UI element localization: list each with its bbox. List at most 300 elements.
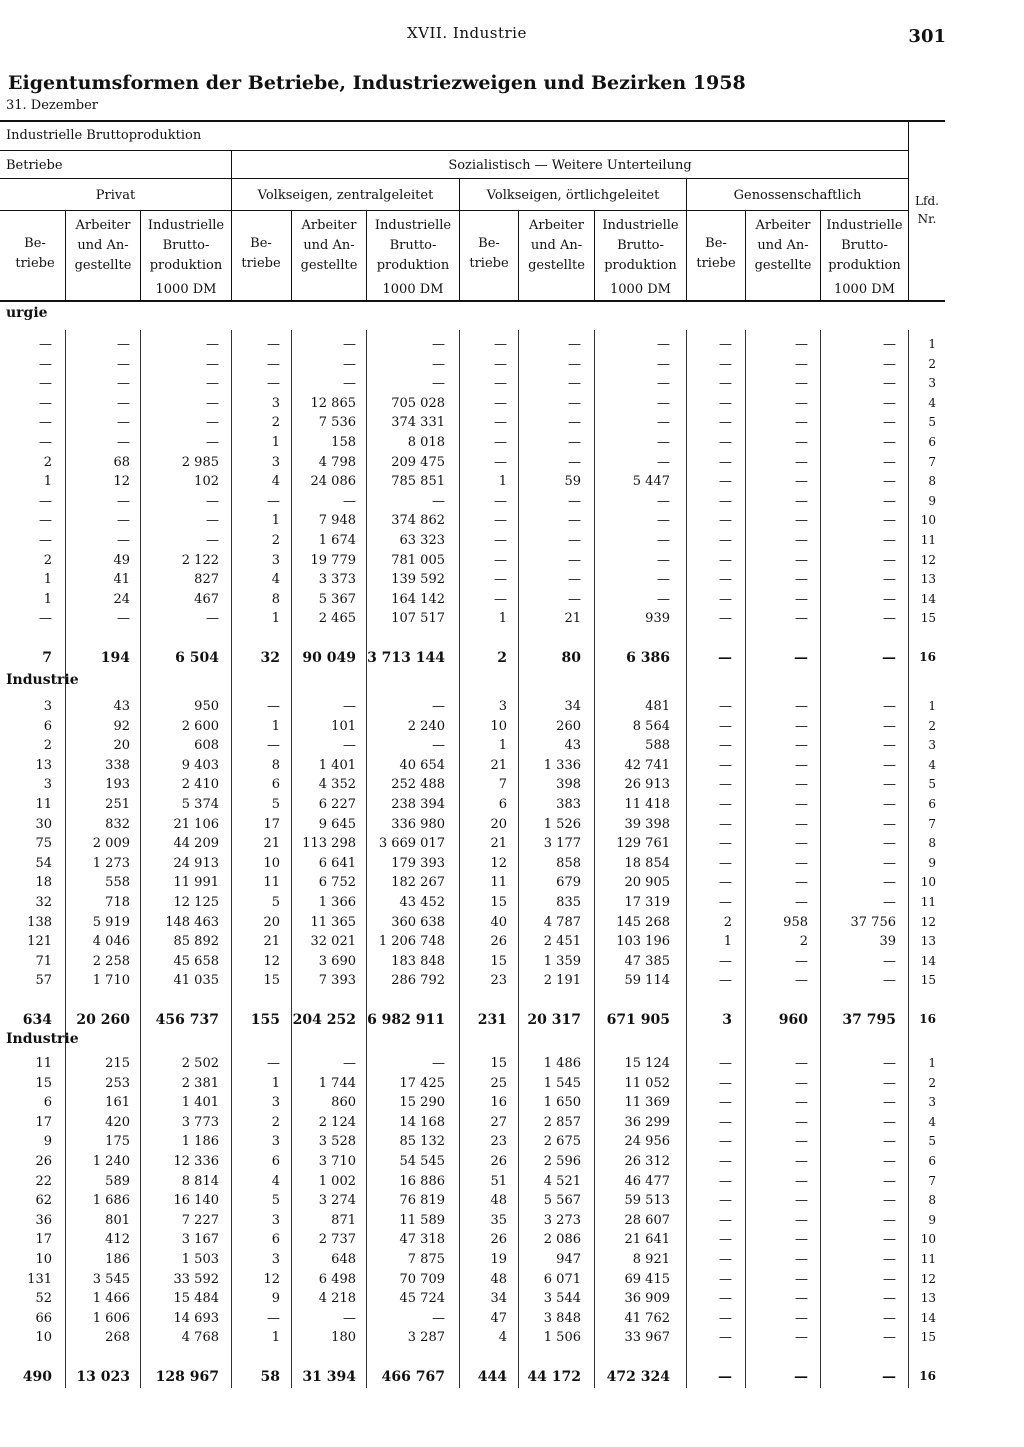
table-cell: 360 638 (391, 915, 445, 930)
table-cell: 66 (35, 1311, 52, 1326)
table-cell: 1 (498, 611, 507, 626)
table-cell: 2 009 (92, 836, 130, 851)
table-cell: 950 (194, 699, 219, 714)
table-cell: — (719, 1193, 732, 1208)
table-cell: 2 (271, 533, 280, 548)
table-cell: — (795, 533, 808, 548)
table-cell: — (568, 553, 581, 568)
table-cell: — (795, 1154, 808, 1169)
table-cell: 4 046 (92, 934, 130, 949)
table-cell: 15 124 (624, 1056, 670, 1071)
table-cell: — (206, 396, 219, 411)
table-cell: — (657, 533, 670, 548)
table-cell: — (794, 650, 808, 666)
table-cell: 412 (105, 1232, 130, 1247)
table-cell: 7 948 (318, 513, 356, 528)
row-number: 8 (928, 836, 936, 850)
table-cell: 6 982 911 (367, 1012, 445, 1028)
table-cell: 260 (556, 719, 581, 734)
row-number: 2 (928, 719, 936, 733)
table-cell: — (494, 396, 507, 411)
table-cell: — (795, 1272, 808, 1287)
table-cell: 456 737 (155, 1012, 219, 1028)
table-cell: — (719, 954, 732, 969)
table-cell: — (883, 1174, 896, 1189)
table-cell: 5 (271, 1193, 280, 1208)
sub-betriebe-zentral: Be- triebe (241, 236, 281, 271)
table-cell: — (795, 1095, 808, 1110)
table-cell: 2 737 (318, 1232, 356, 1247)
table-cell: 2 124 (318, 1115, 356, 1130)
table-cell: — (883, 875, 896, 890)
table-cell: — (719, 719, 732, 734)
table-cell: 129 761 (616, 836, 670, 851)
table-cell: 466 767 (381, 1369, 445, 1385)
table-cell: 26 312 (624, 1154, 670, 1169)
table-cell: 183 848 (391, 954, 445, 969)
table-cell: — (883, 817, 896, 832)
table-cell: 85 892 (173, 934, 219, 949)
table-cell: 43 452 (399, 895, 445, 910)
row-number: 11 (920, 1252, 936, 1266)
table-cell: 1 506 (543, 1330, 581, 1345)
table-cell: 1 (43, 592, 52, 607)
table-cell: 3 287 (407, 1330, 445, 1345)
table-cell: 1 186 (181, 1134, 219, 1149)
table-cell: 2 (271, 415, 280, 430)
table-cell: — (719, 1154, 732, 1169)
row-number: 7 (928, 455, 936, 469)
table-cell: — (883, 494, 896, 509)
table-cell: — (795, 758, 808, 773)
table-cell: — (883, 553, 896, 568)
table-row (0, 415, 945, 434)
table-cell: 1 650 (543, 1095, 581, 1110)
table-cell: 44 172 (527, 1369, 581, 1385)
table-cell: 15 (490, 954, 507, 969)
table-cell: 8 921 (632, 1252, 670, 1267)
table-cell: 3 (43, 777, 52, 792)
table-row (0, 435, 945, 454)
table-cell: — (117, 396, 130, 411)
header-betriebe: Betriebe (6, 158, 63, 173)
table-cell: — (206, 513, 219, 528)
table-cell: — (795, 895, 808, 910)
row-number: 13 (920, 572, 936, 586)
table-cell: 5 (271, 895, 280, 910)
table-cell: — (795, 396, 808, 411)
table-cell: — (719, 875, 732, 890)
table-cell: 3 528 (318, 1134, 356, 1149)
table-cell: — (719, 533, 732, 548)
table-cell: — (883, 719, 896, 734)
row-number: 14 (920, 1311, 936, 1325)
table-cell: 231 (477, 1012, 507, 1028)
table-cell: — (206, 494, 219, 509)
table-cell: 21 (490, 836, 507, 851)
table-cell: — (795, 513, 808, 528)
header-volkseigen-zentral: Volkseigen, zentralgeleitet (257, 188, 434, 203)
table-cell: — (719, 435, 732, 450)
table-cell: 12 (490, 856, 507, 871)
table-cell: — (494, 513, 507, 528)
table-cell: — (883, 376, 896, 391)
table-cell: — (657, 553, 670, 568)
table-cell: — (657, 455, 670, 470)
table-cell: 1 545 (543, 1076, 581, 1091)
table-cell: 32 (260, 650, 280, 666)
table-cell: 8 (271, 758, 280, 773)
table-cell: 31 394 (302, 1369, 356, 1385)
row-number: 12 (920, 915, 936, 929)
table-cell: 1 (271, 1076, 280, 1091)
table-cell: 35 (490, 1213, 507, 1228)
table-cell: 8 564 (632, 719, 670, 734)
table-cell: — (719, 1232, 732, 1247)
table-cell: 28 607 (624, 1213, 670, 1228)
table-cell: 85 132 (399, 1134, 445, 1149)
page-header (0, 24, 1024, 50)
table-cell: 121 (27, 934, 52, 949)
table-cell: — (719, 1252, 732, 1267)
table-cell: — (494, 553, 507, 568)
table-cell: — (883, 1232, 896, 1247)
table-cell: — (795, 836, 808, 851)
table-cell: — (267, 376, 280, 391)
table-cell: 58 (260, 1369, 280, 1385)
table-cell: — (719, 474, 732, 489)
section-label: Industrie (6, 1031, 79, 1047)
table-cell: 44 209 (173, 836, 219, 851)
table-cell: — (883, 357, 896, 372)
row-number: 4 (928, 396, 936, 410)
table-cell: — (657, 337, 670, 352)
table-row (0, 592, 945, 611)
table-cell: 3 690 (318, 954, 356, 969)
table-cell: 33 592 (173, 1272, 219, 1287)
table-cell: — (883, 856, 896, 871)
table-cell: 338 (105, 758, 130, 773)
table-cell: — (795, 592, 808, 607)
table-cell: 4 787 (543, 915, 581, 930)
table-cell: — (883, 435, 896, 450)
table-row (0, 357, 945, 376)
table-cell: — (883, 1154, 896, 1169)
header-bruttoproduktion: Industrielle Bruttoproduktion (6, 128, 202, 143)
table-cell: 3 (271, 1095, 280, 1110)
table-cell: 2 600 (181, 719, 219, 734)
table-cell: 7 393 (318, 973, 356, 988)
table-cell: 3 773 (181, 1115, 219, 1130)
table-cell: 27 (490, 1115, 507, 1130)
table-cell: — (795, 553, 808, 568)
table-cell: 24 956 (624, 1134, 670, 1149)
table-row (0, 973, 945, 992)
table-cell: 11 418 (624, 797, 670, 812)
table-row (0, 1291, 945, 1310)
table-cell: 634 (22, 1012, 52, 1028)
row-number: 14 (920, 592, 936, 606)
table-cell: — (568, 513, 581, 528)
table-cell: — (719, 455, 732, 470)
table-cell: — (719, 758, 732, 773)
table-cell: — (795, 738, 808, 753)
row-number: 13 (920, 934, 936, 948)
sub-betriebe-genossen: Be- triebe (696, 236, 736, 271)
sub-brutto-zentral: Industrielle Brutto- produktion (374, 218, 452, 273)
table-row (0, 1252, 945, 1271)
table-cell: 4 (271, 572, 280, 587)
table-cell: 238 394 (391, 797, 445, 812)
table-cell: — (39, 494, 52, 509)
table-cell: — (794, 1369, 808, 1385)
table-cell: 6 498 (318, 1272, 356, 1287)
table-cell: 9 (43, 1134, 52, 1149)
table-cell: — (719, 513, 732, 528)
table-cell: 2 (271, 1115, 280, 1130)
table-cell: 24 913 (173, 856, 219, 871)
table-cell: 939 (645, 611, 670, 626)
table-cell: 11 052 (624, 1076, 670, 1091)
table-cell: 22 (35, 1174, 52, 1189)
table-cell: — (883, 337, 896, 352)
table-cell: 1 002 (318, 1174, 356, 1189)
table-cell: 3 (271, 396, 280, 411)
row-number: 12 (920, 553, 936, 567)
row-number: 2 (928, 1076, 936, 1090)
table-cell: 1 273 (92, 856, 130, 871)
table-cell: — (117, 435, 130, 450)
table-row (0, 719, 945, 738)
row-number: 2 (928, 357, 936, 371)
table-cell: 15 (490, 1056, 507, 1071)
table-cell: — (795, 376, 808, 391)
table-cell: 5 447 (632, 474, 670, 489)
table-cell: — (883, 1252, 896, 1267)
table-cell: 2 596 (543, 1154, 581, 1169)
table-cell: — (267, 357, 280, 372)
subtitle-date: 31. Dezember (6, 98, 99, 113)
header-sozialistisch: Sozialistisch — Weitere Unterteilung (448, 158, 692, 173)
table-row (0, 1213, 945, 1232)
table-cell: 26 (490, 934, 507, 949)
table-row (0, 1174, 945, 1193)
table-cell: 671 905 (606, 1012, 670, 1028)
table-cell: — (795, 856, 808, 871)
table-cell: — (795, 1232, 808, 1247)
table-cell: 2 (723, 915, 732, 930)
table-cell: — (39, 337, 52, 352)
table-cell: 12 125 (173, 895, 219, 910)
table-cell: 1 (43, 572, 52, 587)
table-cell: 11 (263, 875, 280, 890)
table-cell: 1 240 (92, 1154, 130, 1169)
table-cell: — (883, 758, 896, 773)
table-cell: 9 645 (318, 817, 356, 832)
row-number: 4 (928, 758, 936, 772)
table-cell: 37 756 (850, 915, 896, 930)
table-cell: 2 857 (543, 1115, 581, 1130)
table-cell: — (432, 699, 445, 714)
table-cell: — (883, 1213, 896, 1228)
table-cell: 1 674 (318, 533, 356, 548)
table-cell: — (719, 1076, 732, 1091)
table-row (0, 533, 945, 552)
row-number: 13 (920, 1291, 936, 1305)
sub-brutto-genossen: Industrielle Brutto- produktion (826, 218, 903, 273)
table-cell: 2 191 (543, 973, 581, 988)
table-cell: 158 (331, 435, 356, 450)
row-number: 10 (920, 875, 936, 889)
table-cell: 835 (556, 895, 581, 910)
table-cell: 3 (271, 1252, 280, 1267)
table-cell: — (568, 494, 581, 509)
row-number: 3 (928, 738, 936, 752)
table-cell: — (795, 875, 808, 890)
table-cell: 36 299 (624, 1115, 670, 1130)
table-cell: — (267, 494, 280, 509)
table-cell: 1 (271, 611, 280, 626)
table-cell: — (718, 1369, 732, 1385)
table-cell: — (206, 611, 219, 626)
table-cell: 2 381 (181, 1076, 219, 1091)
table-row (0, 954, 945, 973)
table-cell: 75 (35, 836, 52, 851)
table-cell: — (883, 777, 896, 792)
table-cell: — (883, 415, 896, 430)
table-cell: 5 374 (181, 797, 219, 812)
table-cell: 71 (35, 954, 52, 969)
table-cell: 444 (477, 1369, 507, 1385)
header-privat: Privat (95, 188, 136, 203)
table-cell: — (719, 797, 732, 812)
table-cell: 336 980 (391, 817, 445, 832)
table-cell: 3 (271, 1213, 280, 1228)
table-cell: 251 (105, 797, 130, 812)
table-cell: — (883, 1095, 896, 1110)
table-cell: 164 142 (391, 592, 445, 607)
row-number: 15 (920, 1330, 936, 1344)
table-cell: — (267, 738, 280, 753)
table-cell: — (432, 376, 445, 391)
table-cell: — (719, 699, 732, 714)
table-cell: — (494, 494, 507, 509)
row-number: 8 (928, 474, 936, 488)
table-cell: 781 005 (391, 553, 445, 568)
table-cell: 92 (113, 719, 130, 734)
table-cell: 9 403 (181, 758, 219, 773)
table-cell: 481 (645, 699, 670, 714)
table-cell: 17 319 (624, 895, 670, 910)
table-cell: — (719, 738, 732, 753)
table-cell: — (795, 719, 808, 734)
table-cell: 3 544 (543, 1291, 581, 1306)
table-cell: 5 367 (318, 592, 356, 607)
table-cell: 59 513 (624, 1193, 670, 1208)
row-number: 12 (920, 1272, 936, 1286)
table-cell: 11 589 (399, 1213, 445, 1228)
table-cell: 2 (43, 455, 52, 470)
table-cell: — (795, 1291, 808, 1306)
table-cell: — (883, 611, 896, 626)
table-cell: — (568, 357, 581, 372)
table-cell: — (117, 376, 130, 391)
table-cell: — (267, 337, 280, 352)
table-cell: 32 (35, 895, 52, 910)
table-cell: 2 086 (543, 1232, 581, 1247)
table-cell: — (883, 533, 896, 548)
table-cell: 43 (564, 738, 581, 753)
table-cell: 11 365 (310, 915, 356, 930)
table-cell: 1 (498, 738, 507, 753)
table-row (0, 758, 945, 777)
table-cell: 21 (263, 934, 280, 949)
row-number: 6 (928, 797, 936, 811)
table-cell: — (206, 337, 219, 352)
row-number: 9 (928, 856, 936, 870)
total-row (0, 1012, 945, 1031)
table-cell: 1 (723, 934, 732, 949)
table-row (0, 455, 945, 474)
row-number: 7 (928, 1174, 936, 1188)
table-cell: 26 (490, 1154, 507, 1169)
header-lfd-nr: Lfd. Nr. (915, 194, 939, 226)
table-cell: — (494, 435, 507, 450)
table-cell: 1 366 (318, 895, 356, 910)
table-cell: — (719, 572, 732, 587)
table-cell: — (795, 494, 808, 509)
table-cell: 7 (498, 777, 507, 792)
table-cell: 17 425 (399, 1076, 445, 1091)
table-cell: — (657, 592, 670, 607)
table-cell: 182 267 (391, 875, 445, 890)
table-cell: — (117, 494, 130, 509)
table-cell: 49 (113, 553, 130, 568)
table-cell: — (343, 1056, 356, 1071)
table-cell: — (795, 797, 808, 812)
header-volkseigen-oertlich: Volkseigen, örtlichgeleitet (486, 188, 660, 203)
table-cell: 7 (42, 650, 52, 666)
table-cell: 718 (105, 895, 130, 910)
table-cell: — (494, 455, 507, 470)
table-row (0, 699, 945, 718)
table-cell: — (343, 699, 356, 714)
table-cell: 17 (263, 817, 280, 832)
table-cell: 48 (490, 1193, 507, 1208)
table-cell: 43 (113, 699, 130, 714)
table-cell: 45 724 (399, 1291, 445, 1306)
table-cell: 1 206 748 (378, 934, 445, 949)
table-cell: 46 477 (624, 1174, 670, 1189)
table-cell: 10 (35, 1330, 52, 1345)
table-cell: — (657, 435, 670, 450)
table-row (0, 1311, 945, 1330)
table-cell: — (883, 1115, 896, 1130)
table-cell: — (719, 494, 732, 509)
table-cell: — (883, 592, 896, 607)
table-cell: — (568, 337, 581, 352)
sub-betriebe-privat: Be- triebe (15, 236, 55, 271)
table-cell: — (206, 435, 219, 450)
table-cell: — (568, 435, 581, 450)
table-cell: 860 (331, 1095, 356, 1110)
table-cell: 20 (113, 738, 130, 753)
table-cell: 5 (271, 797, 280, 812)
table-cell: 193 (105, 777, 130, 792)
table-cell: 13 (35, 758, 52, 773)
table-cell: 608 (194, 738, 219, 753)
table-cell: 41 762 (624, 1311, 670, 1326)
